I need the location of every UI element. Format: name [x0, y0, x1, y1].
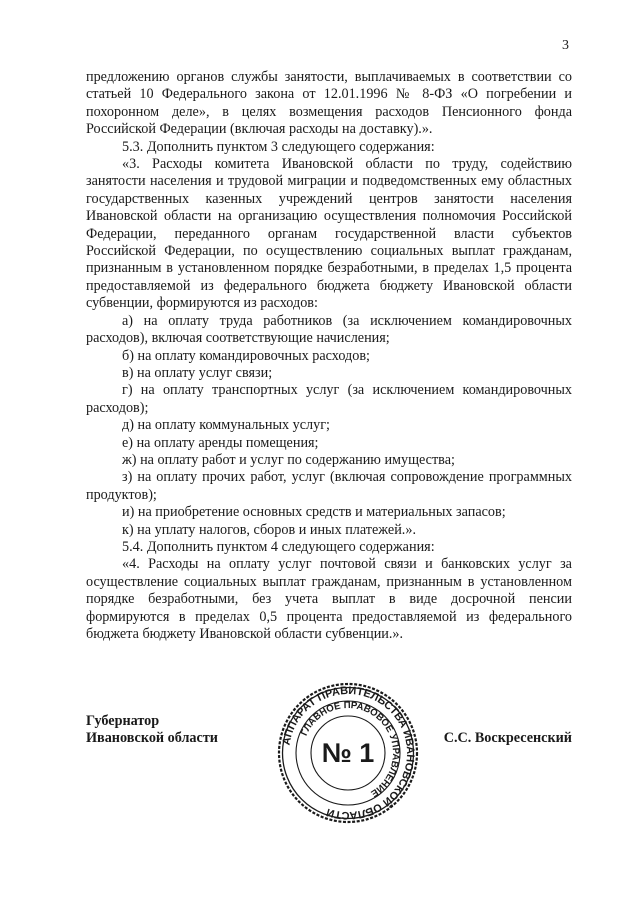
- paragraph: предложению органов службы занятости, выплачиваемых в соответствии со статьей 10 Федерального закона от 12.01.1996 № 8-ФЗ «О погребении и похоронном деле», в целях возмещения расходов Пенсионного фонда Российской Федерации (включая расходы на доставку).».: [86, 69, 572, 138]
- signatory-title-line1: Губернатор: [86, 713, 160, 729]
- stamp-center-text: № 1: [321, 738, 375, 768]
- stamp-outer-text: АППАРАТ ПРАВИТЕЛЬСТВА ИВАНОВСКОЙ ОБЛАСТИ: [280, 684, 417, 822]
- signature-block: [86, 684, 572, 822]
- signatory-title-line2: Ивановской области: [86, 730, 218, 747]
- stamp-inner-text: ГЛАВНОЕ ПРАВОВОЕ УПРАВЛЕНИЕ: [298, 699, 402, 799]
- paragraph: з) на оплату прочих работ, услуг (включая сопровождение программных продуктов);: [86, 469, 572, 503]
- paragraph: е) на оплату аренды помещения;: [122, 434, 319, 451]
- paragraph: б) на оплату командировочных расходов;: [122, 347, 370, 364]
- paragraph: а) на оплату труда работников (за исключением командировочных расходов), включая соответствующие начисления;: [86, 312, 572, 347]
- paragraph: и) на приобретение основных средств и материальных запасов;: [122, 504, 506, 521]
- paragraph: 5.4. Дополнить пунктом 4 следующего содержания:: [122, 538, 435, 555]
- paragraph: д) на оплату коммунальных услуг;: [122, 417, 330, 434]
- paragraph: г) на оплату транспортных услуг (за исключением командировочных расходов);: [86, 382, 572, 416]
- paragraph: ж) на оплату работ и услуг по содержанию имущества;: [122, 451, 455, 468]
- signatory-title: [86, 713, 218, 748]
- paragraph: 5.3. Дополнить пунктом 3 следующего содержания:: [122, 138, 435, 155]
- paragraph: «4. Расходы на оплату услуг почтовой связи и банковских услуг за осуществление социальных выплат гражданам, признанным в установленном порядке безработными, без учета выплат в виде досрочной пенсии формируются в пределах 0,5 процента предоставляемой из федерального бюджета бюджету Ивановской области субвенции.».: [86, 556, 572, 642]
- paragraph: «3. Расходы комитета Ивановской области по труду, содействию занятости населения и трудовой миграции и подведомственных ему областных государственных казенных учреждений центров занятости населения Ивановской области на организацию осуществления полномочия Российской Федерации, переданного органам государственной власти субъектов Российской Федерации, по осуществлению социальных выплат гражданам, признанным в установленном порядке безработными, в пределах 1,5 процента предоставляемой из федерального бюджета бюджету Ивановской области субвенции, формируются из расходов:: [86, 156, 572, 312]
- page-number: 3: [562, 38, 569, 53]
- official-stamp: [276, 681, 420, 825]
- paragraph: к) на уплату налогов, сборов и иных платежей.».: [122, 521, 416, 538]
- document-body: [86, 69, 572, 643]
- paragraph: в) на оплату услуг связи;: [122, 364, 273, 381]
- signatory-name: С.С. Воскресенский: [443, 730, 572, 746]
